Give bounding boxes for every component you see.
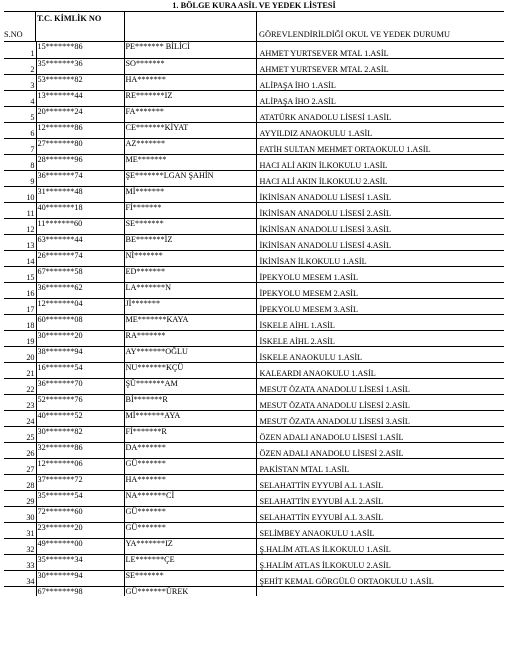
table-row [4, 106, 504, 122]
table-row [4, 266, 504, 282]
table-row [4, 202, 504, 218]
person-name: GÜ******* [124, 458, 256, 474]
row-number [4, 586, 36, 596]
tc-kimlik-no: 36*******74 [36, 170, 124, 186]
table-row [4, 154, 504, 170]
row-number: 6 [4, 122, 36, 138]
row-number: 13 [4, 234, 36, 250]
person-name: Fİ*******R [124, 426, 256, 442]
person-name: SE******* [124, 570, 256, 586]
column-divider [256, 11, 257, 42]
row-number: 11 [4, 202, 36, 218]
assigned-school: ÖZEN ADALI ANADOLU LİSESİ 2.ASİL [256, 442, 504, 458]
person-name: ŞÜ*******AM [124, 378, 256, 394]
row-number: 18 [4, 314, 36, 330]
table-row [4, 314, 504, 330]
table-row [4, 474, 504, 490]
assigned-school: ÖZEN ADALI ANADOLU LİSESİ 1.ASİL [256, 426, 504, 442]
person-name: GÜ*******ÜREK [124, 586, 256, 596]
assigned-school: İPEKYOLU MESEM 3.ASİL [256, 298, 504, 314]
tc-kimlik-no: 35*******36 [36, 58, 124, 74]
tc-kimlik-no: 38*******94 [36, 346, 124, 362]
tc-kimlik-no: 32*******86 [36, 442, 124, 458]
assigned-school: AHMET YURTSEVER MTAL 1.ASİL [256, 42, 504, 58]
header-tc: T.C. KİMLİK NO [37, 14, 102, 23]
row-number: 34 [4, 570, 36, 586]
tc-kimlik-no: 40*******52 [36, 410, 124, 426]
tc-kimlik-no: 37*******72 [36, 474, 124, 490]
table-row [4, 170, 504, 186]
row-number: 20 [4, 346, 36, 362]
table-row [4, 250, 504, 266]
assigned-school: MESUT ÖZATA ANADOLU LİSESİ 2.ASİL [256, 394, 504, 410]
row-number: 23 [4, 394, 36, 410]
person-name: Bİ*******R [124, 394, 256, 410]
tc-kimlik-no: 28*******96 [36, 154, 124, 170]
person-name: DA******* [124, 442, 256, 458]
tc-kimlik-no: 67*******98 [36, 586, 124, 596]
tc-kimlik-no: 36*******62 [36, 282, 124, 298]
tc-kimlik-no: 49*******00 [36, 538, 124, 554]
row-number: 21 [4, 362, 36, 378]
table-row [4, 362, 504, 378]
person-name: ŞE*******LGAN ŞAHİN [124, 170, 256, 186]
person-name: FA******* [124, 106, 256, 122]
assigned-school: Ş.HALİM ATLAS İLKOKULU 2.ASİL [256, 554, 504, 570]
table-row [4, 330, 504, 346]
assigned-school: HACI ALİ AKIN İLKOKULU 1.ASİL [256, 154, 504, 170]
document-title: 1. BÖLGE KURA ASİL VE YEDEK LİSTESİ [4, 0, 504, 12]
tc-kimlik-no: 12*******06 [36, 458, 124, 474]
assigned-school: HACI ALİ AKIN İLKOKULU 2.ASİL [256, 170, 504, 186]
table-header [4, 11, 504, 42]
row-number: 33 [4, 554, 36, 570]
assigned-school: ATATÜRK ANADOLU LİSESİ 1.ASİL [256, 106, 504, 122]
person-name: LE*******ÇE [124, 554, 256, 570]
assigned-school: ALİPAŞA İHO 1.ASİL [256, 74, 504, 90]
table-row [4, 218, 504, 234]
tc-kimlik-no: 30*******20 [36, 330, 124, 346]
table-row [4, 346, 504, 362]
person-name: ME*******KAYA [124, 314, 256, 330]
person-name: Mİ******* [124, 186, 256, 202]
assigned-school: İSKELE AİHL 2.ASİL [256, 330, 504, 346]
assigned-school: ALİPAŞA İHO 2.ASİL [256, 90, 504, 106]
tc-kimlik-no: 72*******60 [36, 506, 124, 522]
assigned-school: İKİNİSAN ANADOLU LİSESİ 2.ASİL [256, 202, 504, 218]
assigned-school: PAKİSTAN MTAL 1.ASİL [256, 458, 504, 474]
tc-kimlik-no: 31*******48 [36, 186, 124, 202]
table-row [4, 74, 504, 90]
tc-kimlik-no: 30*******82 [36, 426, 124, 442]
assigned-school: ŞEHİT KEMAL GÖRGÜLÜ ORTAOKULU 1.ASİL [256, 570, 504, 586]
row-number: 25 [4, 426, 36, 442]
table-row [4, 442, 504, 458]
tc-kimlik-no: 15*******86 [36, 42, 124, 58]
assigned-school [256, 586, 504, 596]
person-name: ED******* [124, 266, 256, 282]
table-row [4, 426, 504, 442]
table-row [4, 586, 504, 596]
tc-kimlik-no: 67*******58 [36, 266, 124, 282]
assigned-school: KALEARDI ANAOKULU 1.ASİL [256, 362, 504, 378]
table-row [4, 570, 504, 586]
tc-kimlik-no: 35*******34 [36, 554, 124, 570]
column-divider [124, 11, 125, 42]
table-row [4, 90, 504, 106]
header-school: GÖREVLENDİRİLDİĞİ OKUL VE YEDEK DURUMU [259, 30, 450, 39]
person-name: Mİ*******AYA [124, 410, 256, 426]
row-number: 26 [4, 442, 36, 458]
tc-kimlik-no: 26*******74 [36, 250, 124, 266]
row-number: 4 [4, 90, 36, 106]
table-row [4, 298, 504, 314]
row-number: 24 [4, 410, 36, 426]
person-name: NU*******KÇÜ [124, 362, 256, 378]
assigned-school: MESUT ÖZATA ANADOLU LİSESİ 3.ASİL [256, 410, 504, 426]
person-name: YA*******IZ [124, 538, 256, 554]
tc-kimlik-no: 11*******60 [36, 218, 124, 234]
row-number: 22 [4, 378, 36, 394]
table-row [4, 378, 504, 394]
table-row [4, 186, 504, 202]
person-name: GÜ******* [124, 522, 256, 538]
assignment-table [4, 42, 504, 596]
assigned-school: AYYILDIZ ANAOKULU 1.ASİL [256, 122, 504, 138]
row-number: 9 [4, 170, 36, 186]
table-row [4, 506, 504, 522]
row-number: 8 [4, 154, 36, 170]
table-row [4, 394, 504, 410]
person-name: AZ******* [124, 138, 256, 154]
assigned-school: SELİMBEY ANAOKULU 1.ASİL [256, 522, 504, 538]
table-row [4, 122, 504, 138]
row-number: 12 [4, 218, 36, 234]
row-number: 29 [4, 490, 36, 506]
person-name: PE******* BİLİCİ [124, 42, 256, 58]
person-name: AY*******OĞLU [124, 346, 256, 362]
person-name: SE******* [124, 218, 256, 234]
assigned-school: SELAHATTİN EYYUBİ A.L 3.ASİL [256, 506, 504, 522]
assigned-school: İKİNİSAN ANADOLU LİSESİ 3.ASİL [256, 218, 504, 234]
tc-kimlik-no: 30*******94 [36, 570, 124, 586]
tc-kimlik-no: 23*******20 [36, 522, 124, 538]
table-row [4, 458, 504, 474]
row-number: 3 [4, 74, 36, 90]
assigned-school: İKİNİSAN ANADOLU LİSESİ 4.ASİL [256, 234, 504, 250]
table-row [4, 410, 504, 426]
tc-kimlik-no: 52*******76 [36, 394, 124, 410]
table-row [4, 42, 504, 58]
row-number: 17 [4, 298, 36, 314]
tc-kimlik-no: 20*******24 [36, 106, 124, 122]
row-number: 32 [4, 538, 36, 554]
tc-kimlik-no: 12*******04 [36, 298, 124, 314]
assigned-school: İKİNİSAN İLKOKULU 1.ASİL [256, 250, 504, 266]
row-number: 31 [4, 522, 36, 538]
person-name: CE*******KİYAT [124, 122, 256, 138]
assigned-school: AHMET YURTSEVER MTAL 2.ASİL [256, 58, 504, 74]
person-name: RA******* [124, 330, 256, 346]
tc-kimlik-no: 16*******54 [36, 362, 124, 378]
assigned-school: İSKELE AİHL 1.ASİL [256, 314, 504, 330]
table-row [4, 554, 504, 570]
tc-kimlik-no: 63*******44 [36, 234, 124, 250]
person-name: BE*******İZ [124, 234, 256, 250]
tc-kimlik-no: 13*******44 [36, 90, 124, 106]
table-row [4, 138, 504, 154]
row-number: 7 [4, 138, 36, 154]
person-name: LA*******N [124, 282, 256, 298]
assigned-school: İPEKYOLU MESEM 1.ASİL [256, 266, 504, 282]
row-number: 27 [4, 458, 36, 474]
person-name: SO******* [124, 58, 256, 74]
tc-kimlik-no: 35*******54 [36, 490, 124, 506]
table-row [4, 490, 504, 506]
assigned-school: MESUT ÖZATA ANADOLU LİSESİ 1.ASİL [256, 378, 504, 394]
column-divider [35, 11, 36, 42]
person-name: NA*******Cİ [124, 490, 256, 506]
table-row [4, 282, 504, 298]
person-name: Jİ******* [124, 298, 256, 314]
tc-kimlik-no: 27*******80 [36, 138, 124, 154]
assigned-school: FATİH SULTAN MEHMET ORTAOKULU 1.ASİL [256, 138, 504, 154]
assigned-school: İKİNİSAN ANADOLU LİSESİ 1.ASİL [256, 186, 504, 202]
row-number: 16 [4, 282, 36, 298]
row-number: 14 [4, 250, 36, 266]
person-name: Nİ******* [124, 250, 256, 266]
row-number: 15 [4, 266, 36, 282]
row-number: 1 [4, 42, 36, 58]
tc-kimlik-no: 53*******82 [36, 74, 124, 90]
person-name: GÜ******* [124, 506, 256, 522]
tc-kimlik-no: 60*******08 [36, 314, 124, 330]
person-name: RE*******IZ [124, 90, 256, 106]
assigned-school: Ş.HALİM ATLAS İLKOKULU 1.ASİL [256, 538, 504, 554]
person-name: HA******* [124, 474, 256, 490]
tc-kimlik-no: 12*******86 [36, 122, 124, 138]
person-name: ME******* [124, 154, 256, 170]
table-row [4, 234, 504, 250]
header-sno: S.NO [4, 30, 23, 39]
assigned-school: İPEKYOLU MESEM 2.ASİL [256, 282, 504, 298]
person-name: HA******* [124, 74, 256, 90]
table-row [4, 58, 504, 74]
assigned-school: SELAHATTİN EYYUBİ A.L 2.ASİL [256, 490, 504, 506]
row-number: 10 [4, 186, 36, 202]
row-number: 30 [4, 506, 36, 522]
person-name: Fİ******* [124, 202, 256, 218]
row-number: 2 [4, 58, 36, 74]
row-number: 5 [4, 106, 36, 122]
tc-kimlik-no: 40*******18 [36, 202, 124, 218]
assigned-school: İSKELE ANAOKULU 1.ASİL [256, 346, 504, 362]
table-row [4, 522, 504, 538]
tc-kimlik-no: 36*******70 [36, 378, 124, 394]
assigned-school: SELAHATTİN EYYUBİ A.L 1.ASİL [256, 474, 504, 490]
row-number: 19 [4, 330, 36, 346]
table-row [4, 538, 504, 554]
row-number: 28 [4, 474, 36, 490]
